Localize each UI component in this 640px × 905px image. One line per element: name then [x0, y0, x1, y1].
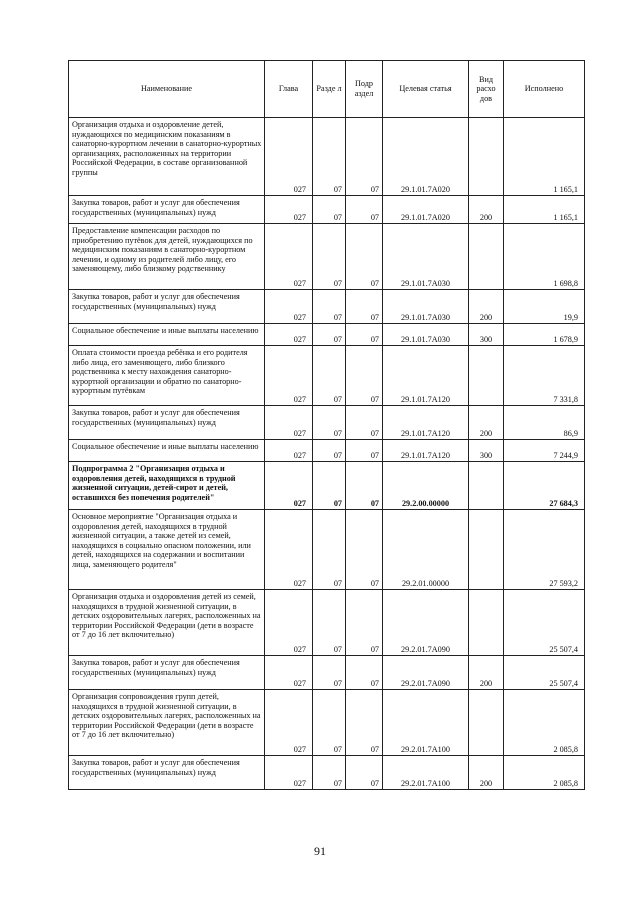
row-target-article: 29.1.01.7А030	[383, 324, 469, 346]
row-glava: 027	[265, 324, 313, 346]
row-expense-type: 200	[469, 656, 504, 690]
row-razdel: 07	[313, 118, 346, 196]
row-target-article: 29.2.01.7А100	[383, 756, 469, 790]
row-glava: 027	[265, 224, 313, 290]
table-body	[69, 118, 585, 790]
table-row	[69, 290, 585, 324]
row-razdel: 07	[313, 290, 346, 324]
row-podrazdel: 07	[346, 346, 383, 406]
row-name: Подпрограмма 2 "Организация отдыха и оздоровления детей, находящихся в трудной жизненной ситуации, детей-сирот и детей, оставшихся без попечения родителей"	[69, 462, 265, 510]
table-header-row	[69, 61, 585, 118]
table-row	[69, 462, 585, 510]
row-glava: 027	[265, 690, 313, 756]
row-podrazdel: 07	[346, 324, 383, 346]
row-name: Основное мероприятие "Организация отдыха и оздоровления детей, находящихся в трудной жизненной ситуации, а также детей из семей, находящихся в социально опасном положении, или детей, находящихся на содержании и воспитании лица, заменяющего родителя"	[69, 510, 265, 590]
row-expense-type	[469, 118, 504, 196]
table-row	[69, 690, 585, 756]
header-glava: Глава	[265, 61, 313, 118]
row-expense-type	[469, 462, 504, 510]
row-razdel: 07	[313, 690, 346, 756]
row-executed: 25 507,4	[504, 590, 585, 656]
row-target-article: 29.2.01.7А090	[383, 656, 469, 690]
row-glava: 027	[265, 462, 313, 510]
row-glava: 027	[265, 590, 313, 656]
row-podrazdel: 07	[346, 440, 383, 462]
row-target-article: 29.1.01.7А120	[383, 440, 469, 462]
row-target-article: 29.2.01.7А090	[383, 590, 469, 656]
row-target-article: 29.1.01.7А120	[383, 346, 469, 406]
row-podrazdel: 07	[346, 196, 383, 224]
row-name: Закупка товаров, работ и услуг для обеспечения государственных (муниципальных) нужд	[69, 290, 265, 324]
row-razdel: 07	[313, 224, 346, 290]
row-executed: 27 684,3	[504, 462, 585, 510]
row-executed: 7 331,8	[504, 346, 585, 406]
row-podrazdel: 07	[346, 590, 383, 656]
row-podrazdel: 07	[346, 224, 383, 290]
table-row	[69, 118, 585, 196]
row-target-article: 29.1.01.7А020	[383, 196, 469, 224]
row-executed: 1 698,8	[504, 224, 585, 290]
row-name: Организация отдыха и оздоровления детей из семей, находящихся в трудной жизненной ситуации, в детских оздоровительных лагерях, расположенных на территории Российской Федерации (дети в возрасте от 7 до 16 лет включительно)	[69, 590, 265, 656]
header-executed: Исполнено	[504, 61, 585, 118]
row-razdel: 07	[313, 346, 346, 406]
row-name: Социальное обеспечение и иные выплаты населению	[69, 440, 265, 462]
row-name: Социальное обеспечение и иные выплаты населению	[69, 324, 265, 346]
row-target-article: 29.2.01.7А100	[383, 690, 469, 756]
row-target-article: 29.2.01.00000	[383, 510, 469, 590]
row-expense-type	[469, 510, 504, 590]
row-glava: 027	[265, 118, 313, 196]
row-target-article: 29.2.00.00000	[383, 462, 469, 510]
row-razdel: 07	[313, 406, 346, 440]
row-expense-type: 200	[469, 196, 504, 224]
table-row	[69, 196, 585, 224]
table-row	[69, 440, 585, 462]
row-podrazdel: 07	[346, 462, 383, 510]
row-razdel: 07	[313, 510, 346, 590]
row-expense-type: 300	[469, 440, 504, 462]
row-target-article: 29.1.01.7А020	[383, 118, 469, 196]
row-name: Предоставление компенсации расходов по приобретению путёвок для детей, нуждающихся по медицинским показаниям в санаторно-курортном лечении, и одному из родителей либо лицу, его заменяющему, либо близкому родственнику	[69, 224, 265, 290]
row-executed: 7 244,9	[504, 440, 585, 462]
table-row	[69, 510, 585, 590]
row-podrazdel: 07	[346, 756, 383, 790]
row-expense-type	[469, 590, 504, 656]
row-razdel: 07	[313, 196, 346, 224]
table-row	[69, 324, 585, 346]
table-row	[69, 756, 585, 790]
row-target-article: 29.1.01.7А030	[383, 290, 469, 324]
row-expense-type	[469, 690, 504, 756]
row-glava: 027	[265, 756, 313, 790]
page-number: 91	[314, 844, 326, 858]
row-razdel: 07	[313, 656, 346, 690]
header-expense-type: Вид расхо дов	[469, 61, 504, 118]
row-podrazdel: 07	[346, 406, 383, 440]
row-executed: 1 678,9	[504, 324, 585, 346]
budget-table	[68, 60, 585, 790]
row-name: Закупка товаров, работ и услуг для обеспечения государственных (муниципальных) нужд	[69, 756, 265, 790]
row-expense-type	[469, 224, 504, 290]
header-target-article: Целевая статья	[383, 61, 469, 118]
row-executed: 25 507,4	[504, 656, 585, 690]
row-glava: 027	[265, 346, 313, 406]
header-razdel: Разде л	[313, 61, 346, 118]
row-name: Оплата стоимости проезда ребёнка и его родителя либо лица, его заменяющего, либо близкого родственника к месту нахождения санаторно-курортной организации и обратно по санаторно-курортным путёвкам	[69, 346, 265, 406]
row-podrazdel: 07	[346, 656, 383, 690]
row-expense-type: 200	[469, 290, 504, 324]
row-razdel: 07	[313, 756, 346, 790]
row-razdel: 07	[313, 324, 346, 346]
row-podrazdel: 07	[346, 118, 383, 196]
row-podrazdel: 07	[346, 510, 383, 590]
header-name: Наименование	[69, 61, 265, 118]
row-podrazdel: 07	[346, 690, 383, 756]
table-row	[69, 656, 585, 690]
row-expense-type: 200	[469, 406, 504, 440]
row-name: Закупка товаров, работ и услуг для обеспечения государственных (муниципальных) нужд	[69, 196, 265, 224]
table-row	[69, 224, 585, 290]
row-glava: 027	[265, 196, 313, 224]
row-target-article: 29.1.01.7А030	[383, 224, 469, 290]
row-executed: 1 165,1	[504, 196, 585, 224]
row-name: Организация сопровождения групп детей, находящихся в трудной жизненной ситуации, в детских оздоровительных лагерях, расположенных на территории Российской Федерации (дети в возрасте от 7 до 16 лет включительно)	[69, 690, 265, 756]
row-glava: 027	[265, 290, 313, 324]
row-name: Закупка товаров, работ и услуг для обеспечения государственных (муниципальных) нужд	[69, 656, 265, 690]
table-row	[69, 590, 585, 656]
row-razdel: 07	[313, 462, 346, 510]
row-glava: 027	[265, 510, 313, 590]
row-razdel: 07	[313, 440, 346, 462]
row-razdel: 07	[313, 590, 346, 656]
row-target-article: 29.1.01.7А120	[383, 406, 469, 440]
row-name: Организация отдыха и оздоровление детей, нуждающихся по медицинским показаниям в санаторно-курортном лечении в санаторно-курортных организациях, расположенных на территории Российской Федерации, в составе организованной группы	[69, 118, 265, 196]
row-executed: 2 085,8	[504, 690, 585, 756]
row-expense-type: 200	[469, 756, 504, 790]
table-row	[69, 406, 585, 440]
row-executed: 27 593,2	[504, 510, 585, 590]
row-podrazdel: 07	[346, 290, 383, 324]
row-glava: 027	[265, 440, 313, 462]
row-executed: 1 165,1	[504, 118, 585, 196]
row-executed: 19,9	[504, 290, 585, 324]
budget-table-container	[68, 60, 584, 790]
row-expense-type: 300	[469, 324, 504, 346]
row-glava: 027	[265, 656, 313, 690]
row-name: Закупка товаров, работ и услуг для обеспечения государственных (муниципальных) нужд	[69, 406, 265, 440]
header-podrazdel: Подр аздел	[346, 61, 383, 118]
row-expense-type	[469, 346, 504, 406]
row-executed: 86,9	[504, 406, 585, 440]
row-glava: 027	[265, 406, 313, 440]
row-executed: 2 085,8	[504, 756, 585, 790]
table-row	[69, 346, 585, 406]
